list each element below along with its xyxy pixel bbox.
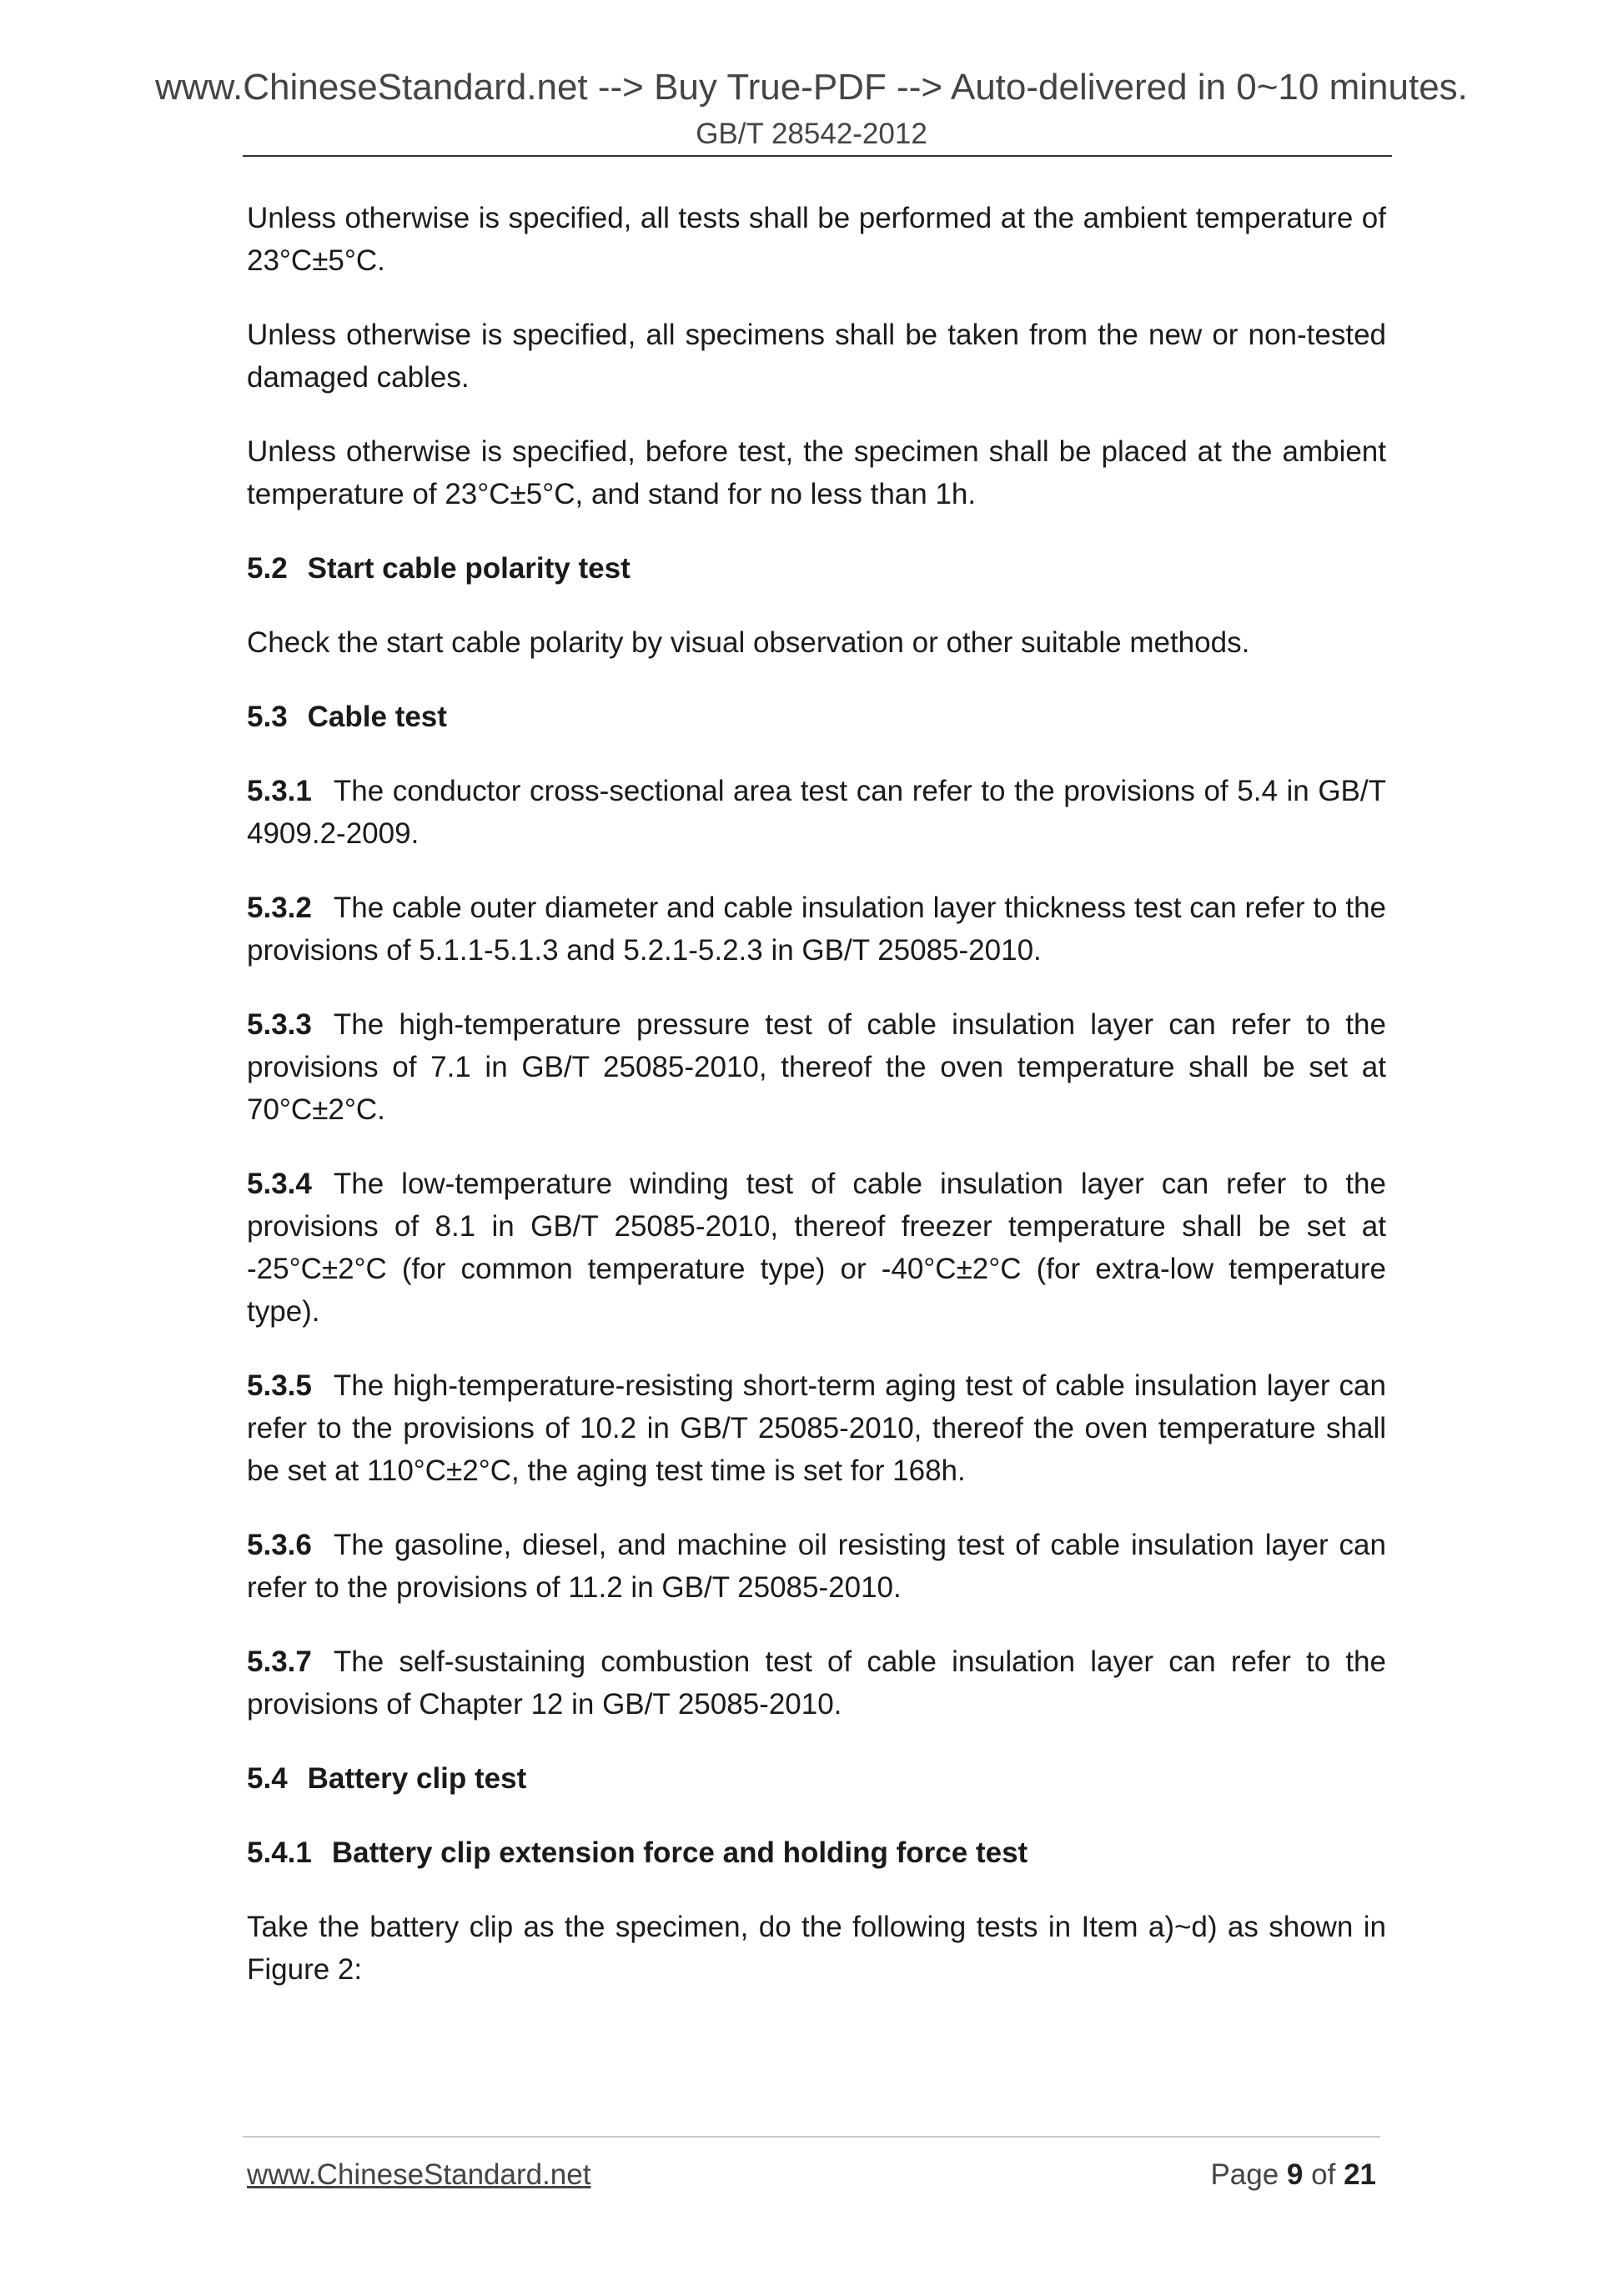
section-title: Cable test xyxy=(307,701,447,733)
paragraph-5-4-1: Take the battery clip as the specimen, do the following tests in Item a)~d) as shown in Figure 2: xyxy=(247,1911,1386,1986)
page-number xyxy=(1210,2157,1376,2193)
section-number: 5.4.1 xyxy=(247,1836,312,1869)
clause-text: The conductor cross-sectional area test can refer to the provisions of 5.4 in GB/T 4909.2-2009. xyxy=(247,775,1386,850)
clause-5-3-3 xyxy=(247,1003,1386,1131)
clause-number: 5.3.1 xyxy=(247,775,312,807)
paragraph-pre-test-conditioning: Unless otherwise is specified, before test, the specimen shall be placed at the ambient temperature of 23°C±5°C, and stand for no less than 1h. xyxy=(247,435,1386,510)
clause-number: 5.3.7 xyxy=(247,1645,312,1678)
header-divider xyxy=(243,155,1392,157)
section-heading-5-3 xyxy=(247,696,1386,738)
section-title: Start cable polarity test xyxy=(307,552,631,585)
footer-website-link[interactable]: www.ChineseStandard.net xyxy=(247,2158,591,2191)
clause-number: 5.3.6 xyxy=(247,1529,312,1561)
document-body xyxy=(247,197,1386,2022)
section-heading-5-2 xyxy=(247,547,1386,590)
clause-number: 5.3.5 xyxy=(247,1369,312,1402)
page-current: 9 xyxy=(1286,2158,1304,2191)
page-total: 21 xyxy=(1344,2158,1376,2191)
clause-5-3-4 xyxy=(247,1163,1386,1333)
clause-number: 5.3.4 xyxy=(247,1168,312,1200)
clause-5-3-1 xyxy=(247,770,1386,855)
clause-text: The gasoline, diesel, and machine oil resisting test of cable insulation layer can refer to the provisions of 11.2 in GB/T 25085-2010. xyxy=(247,1529,1386,1604)
section-number: 5.2 xyxy=(247,552,288,585)
paragraph-5-2: Check the start cable polarity by visual observation or other suitable methods. xyxy=(247,626,1250,659)
clause-text: The high-temperature pressure test of cable insulation layer can refer to the provisions of 7.1 in GB/T 25085-2010, thereof the oven temperature shall be set at 70°C±2°C. xyxy=(247,1008,1386,1126)
clause-number: 5.3.2 xyxy=(247,892,312,924)
standard-number: GB/T 28542-2012 xyxy=(696,118,927,150)
clause-number: 5.3.3 xyxy=(247,1008,312,1041)
clause-text: The self-sustaining combustion test of cable insulation layer can refer to the provisions of Chapter 12 in GB/T 25085-2010. xyxy=(247,1645,1386,1721)
section-title: Battery clip test xyxy=(307,1762,527,1795)
section-heading-5-4-1 xyxy=(247,1831,1386,1874)
paragraph-ambient-temperature: Unless otherwise is specified, all tests shall be performed at the ambient temperature of 23°C±5°C. xyxy=(247,202,1386,277)
page-of: of xyxy=(1311,2158,1336,2191)
clause-5-3-7 xyxy=(247,1640,1386,1726)
page-prefix: Page xyxy=(1210,2158,1279,2191)
clause-5-3-5 xyxy=(247,1364,1386,1492)
section-number: 5.4 xyxy=(247,1762,288,1795)
clause-text: The cable outer diameter and cable insulation layer thickness test can refer to the provisions of 5.1.1-5.1.3 and 5.2.1-5.2.3 in GB/T 25085-2010. xyxy=(247,892,1386,967)
clause-text: The high-temperature-resisting short-term aging test of cable insulation layer can refer to the provisions of 10.2 in GB/T 25085-2010, thereof the oven temperature shall be set at 110°C±2°C, the aging test time is set for 168h. xyxy=(247,1369,1386,1487)
footer-divider xyxy=(243,2136,1380,2138)
clause-text: The low-temperature winding test of cable insulation layer can refer to the provisions of 8.1 in GB/T 25085-2010, thereof freezer temperature shall be set at -25°C±2°C (for common temperature type) or -40°C±2°C (for extra-low temperature type). xyxy=(247,1168,1386,1328)
section-number: 5.3 xyxy=(247,701,288,733)
section-title: Battery clip extension force and holding force test xyxy=(331,1836,1028,1869)
section-heading-5-4 xyxy=(247,1757,1386,1800)
paragraph-specimens: Unless otherwise is specified, all specimens shall be taken from the new or non-tested damaged cables. xyxy=(247,319,1386,394)
clause-5-3-6 xyxy=(247,1524,1386,1609)
clause-5-3-2 xyxy=(247,887,1386,972)
header-banner[interactable]: www.ChineseStandard.net --> Buy True-PDF --> Auto-delivered in 0~10 minutes. xyxy=(155,67,1468,108)
